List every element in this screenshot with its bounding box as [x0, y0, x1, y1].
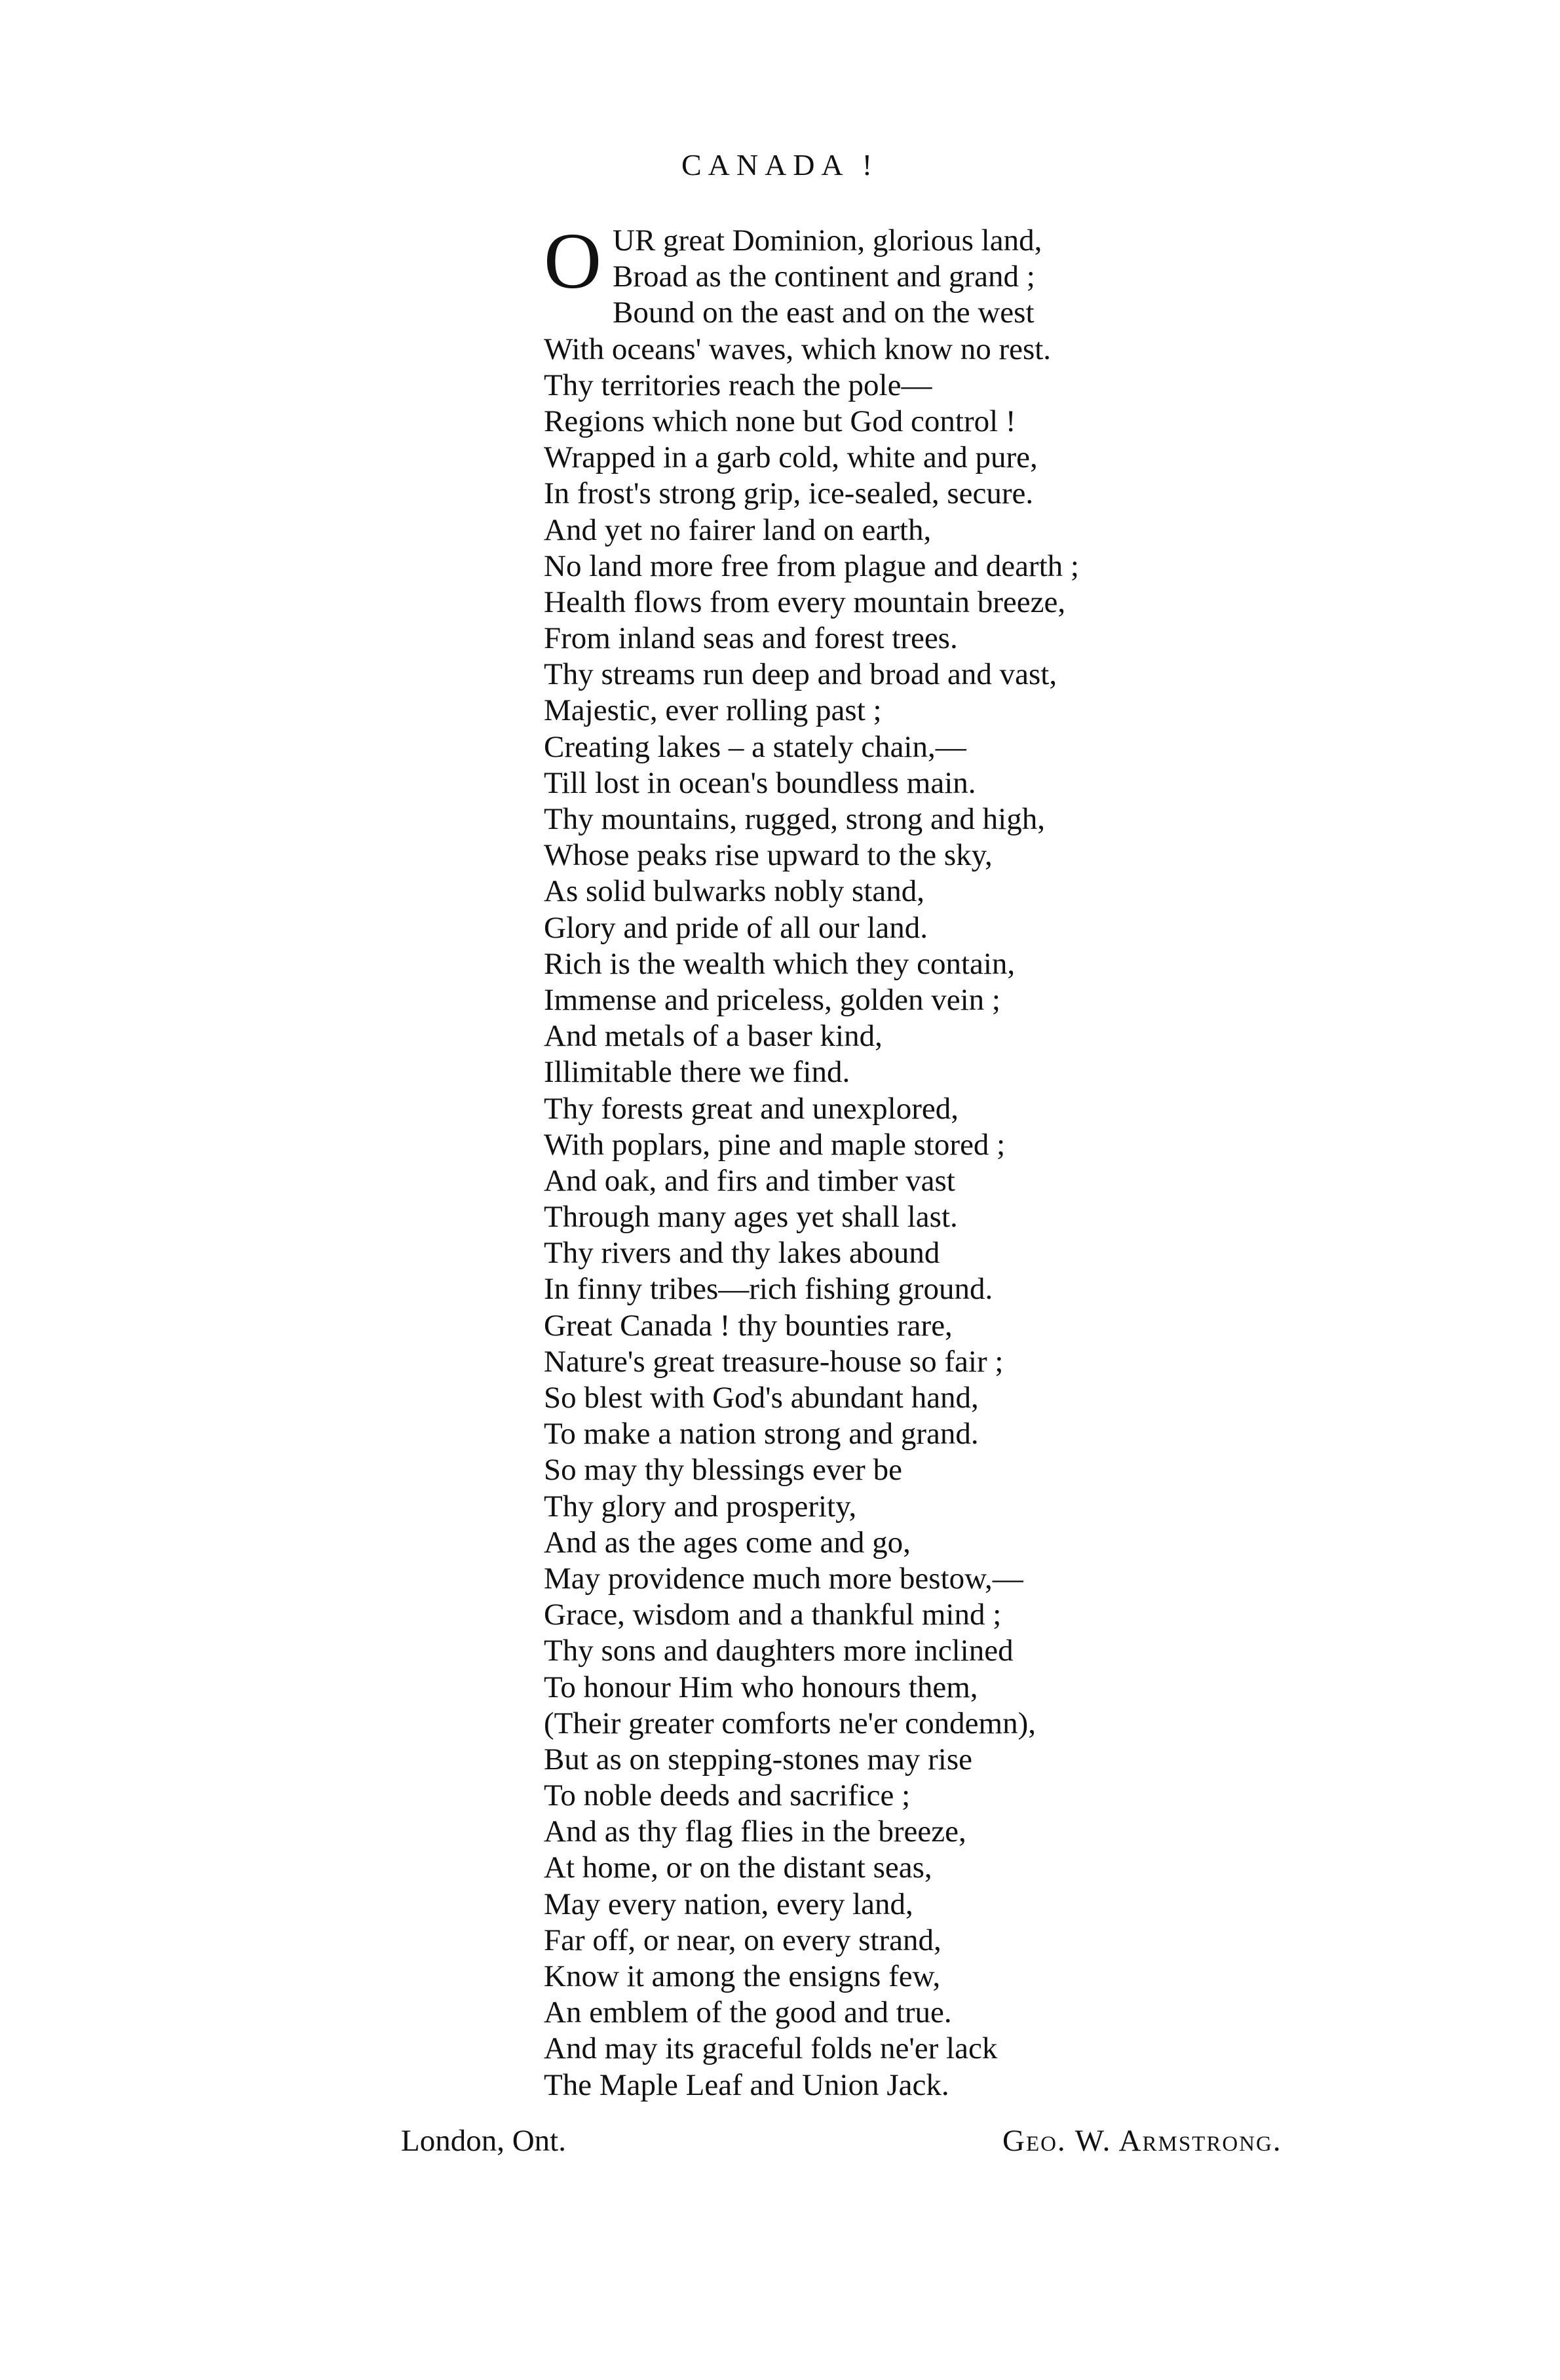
poem-line: So may thy blessings ever be [544, 1453, 902, 1488]
poem-line: But as on stepping-stones may rise [544, 1742, 973, 1776]
poem-line: So blest with God's abundant hand, [544, 1381, 979, 1415]
poem-title: CANADA ! [681, 148, 879, 182]
poem-line: With poplars, pine and maple stored ; [544, 1127, 1006, 1162]
poem-line: To noble deeds and sacrifice ; [544, 1778, 911, 1813]
poem-line: And metals of a baser kind, [544, 1019, 883, 1054]
poem-line: Broad as the continent and grand ; [613, 259, 1035, 294]
poem-line: UR great Dominion, glorious land, [613, 223, 1042, 258]
poem-line: Till lost in ocean's boundless main. [544, 765, 976, 800]
poem-line: Thy territories reach the pole— [544, 368, 932, 402]
poem-line: Bound on the east and on the west [613, 296, 1035, 330]
poem-line: Regions which none but God control ! [544, 404, 1016, 438]
poem-line: And as the ages come and go, [544, 1525, 911, 1560]
poem-line: In finny tribes—rich fishing ground. [544, 1272, 993, 1307]
poem-line: Thy sons and daughters more inclined [544, 1634, 1014, 1668]
poem-line: With oceans' waves, which know no rest. [544, 332, 1052, 366]
poem-line: Great Canada ! thy bounties rare, [544, 1308, 953, 1343]
poem-line: From inland seas and forest trees. [544, 621, 958, 656]
poem-line: Whose peaks rise upward to the sky, [544, 838, 993, 873]
poem-line: As solid bulwarks nobly stand, [544, 874, 924, 909]
poem-line: An emblem of the good and true. [544, 1995, 952, 2030]
poem-line: Thy glory and prosperity, [544, 1489, 857, 1524]
poem-line: Thy forests great and unexplored, [544, 1091, 959, 1126]
poem-line: May every nation, every land, [544, 1887, 913, 1921]
poem-line: The Maple Leaf and Union Jack. [544, 2067, 949, 2102]
poem-line: Illimitable there we find. [544, 1055, 850, 1090]
poem-line: To make a nation strong and grand. [544, 1417, 979, 1451]
poem-line: Through many ages yet shall last. [544, 1200, 958, 1235]
drop-cap: O [544, 217, 602, 305]
poem-line: Nature's great treasure-house so fair ; [544, 1344, 1004, 1379]
poem-line: And as thy flag flies in the breeze, [544, 1814, 966, 1849]
poem-line: Majestic, ever rolling past ; [544, 693, 882, 728]
poem-line: And oak, and firs and timber vast [544, 1163, 955, 1198]
poem-line: Creating lakes – a stately chain,— [544, 729, 966, 764]
poem-line: Thy rivers and thy lakes abound [544, 1236, 940, 1271]
poem-body [544, 217, 1396, 2103]
poem-line: Know it among the ensigns few, [544, 1959, 941, 1993]
poem-line: Thy mountains, rugged, strong and high, [544, 802, 1045, 836]
poem-line: Rich is the wealth which they contain, [544, 946, 1016, 981]
poem-line: May providence much more bestow,— [544, 1561, 1023, 1596]
place-of-origin: London, Ont. [401, 2124, 566, 2158]
poem-line: Wrapped in a garb cold, white and pure, [544, 440, 1038, 475]
poem-line: And yet no fairer land on earth, [544, 512, 932, 547]
poem-line: To honour Him who honours them, [544, 1670, 978, 1704]
poem-line: (Their greater comforts ne'er condemn), [544, 1706, 1036, 1740]
poem-line: Thy streams run deep and broad and vast, [544, 657, 1057, 692]
poem-line: Health flows from every mountain breeze, [544, 585, 1066, 619]
poem-line: Glory and pride of all our land. [544, 910, 928, 945]
poem-line: Far off, or near, on every strand, [544, 1923, 942, 1957]
poem-line: No land more free from plague and dearth ; [544, 548, 1079, 583]
poem-line: Immense and priceless, golden vein ; [544, 982, 1000, 1017]
poem-line: In frost's strong grip, ice-sealed, secure. [544, 476, 1034, 511]
poem-line: At home, or on the distant seas, [544, 1851, 932, 1885]
poem-line: And may its graceful folds ne'er lack [544, 2031, 998, 2066]
poem-line: Grace, wisdom and a thankful mind ; [544, 1598, 1002, 1632]
author-name: Geo. W. Armstrong. [1002, 2124, 1282, 2158]
